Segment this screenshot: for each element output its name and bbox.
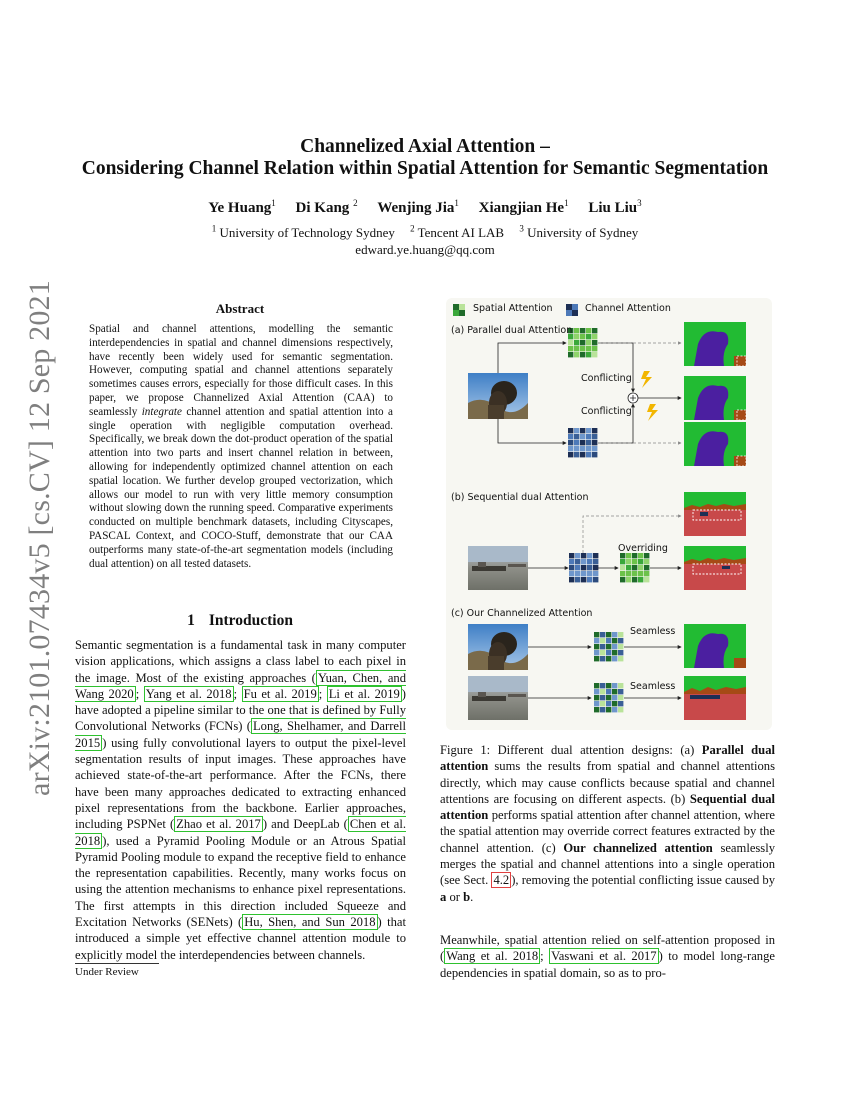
attention-cell [575,553,580,558]
attention-cell [569,559,574,564]
citation-link[interactable]: Yang et al. 2018 [145,686,232,701]
attention-cell [618,656,623,661]
attention-cell [569,577,574,582]
segmentation-output [684,322,746,366]
attention-cell [644,559,649,564]
attention-cell [600,650,605,655]
paper-title [60,136,790,180]
attention-cell [644,565,649,570]
channel-legend-icon [566,304,578,316]
introduction-text: Semantic segmentation is a fundamental task in many computer vision applications, which assigns a class label to each pixel in the image. Most of the existing approaches ( Yuan, Chen, and Wang 2020 ; Yang et al. 2018 ; Fu et al. 2019 ; Li et al. 2019 ) have adopted a pipeline similar to the one that is defined by Fully Convolutional Networks (FCNs) ( Long, Shelhamer, and Darrell 2015 ) using fully convolutional layers to output the pixel-level segmentation results of input images. These approaches have achieved state-of-the-art performance. After the FCNs, there have been many approaches dedicated to extracting enhanced pixel representations from the backbone. Earlier approaches, including PSPNet ( Zhao et al. 2017 ) and DeepLab ( Chen et al. 2018 ), used a Pyramid Pooling Module or an Atrous Spatial Pyramid Pooling module to expand the receptive field to enhance the representation capabilities. Recently, many works focus on using the attention mechanisms to enhance pixel representations. The first attempts in this direction included Squeeze and Excitation Networks (SENets) ( Hu, Shen, and Sun 2018 ) that introduced a simple yet effective channel attention module to explicitly model the interdependencies between channels. [75,638,407,962]
channel-attention-grid [569,553,598,582]
attention-cell [568,440,573,445]
author-email: edward.ye.huang@qq.com [355,242,495,258]
author: Liu Liu$^3$ [588,198,642,216]
attention-cell [644,577,649,582]
attention-cell [574,334,579,339]
attention-cell [587,577,592,582]
attention-cell [580,452,585,457]
attention-cell [600,701,605,706]
attention-cell [587,565,592,570]
attention-cell [618,701,623,706]
attention-cell [606,644,611,649]
attention-cell [594,650,599,655]
attention-cell [592,452,597,457]
title-line-1: Channelized Axial Attention – [300,136,550,157]
attention-cell [594,695,599,700]
attention-cell [612,638,617,643]
author: Xiangjian He$^1$ [478,198,569,216]
attention-cell [568,452,573,457]
citation-link[interactable]: Zhao et al. 2017 [176,817,261,832]
attention-cell [594,632,599,637]
attention-cell [612,644,617,649]
attention-cell [618,707,623,712]
attention-cell [575,571,580,576]
attention-cell [574,434,579,439]
attention-cell [592,328,597,333]
attention-cell [594,656,599,661]
segmentation-output [684,624,746,668]
attention-cell [586,340,591,345]
figure-caption: Figure 1: Different dual attention designs: (a) Parallel dual attention sums the results from spatial and channel attentions directly, which may cause conflicts because spatial and channel attentions are focusing on different aspects. (b) Sequential dual attention performs spatial attention after channel attention, where the spatial attention may override correct features extracted by the channel attention. (c) Our channelized attention seamlessly merges the spatial and channel attentions into a single operation (see Sect. 4.2 ), removing the potential conflicting issue caused by a or b. [440,743,776,904]
attention-cell [581,553,586,558]
attention-cell [593,565,598,570]
attention-cell [580,340,585,345]
seamless-label: Seamless [630,681,676,692]
attention-cell [606,701,611,706]
channelized-attention-grid [594,632,623,661]
attention-cell [574,346,579,351]
attention-cell [587,559,592,564]
section-ref-link[interactable]: 4.2 [493,873,510,888]
panel-label-b: (b) Sequential dual Attention [451,492,589,503]
attention-cell [620,565,625,570]
arxiv-side-stamp [15,280,65,796]
author: Di Kang $^2$ [295,198,358,216]
attention-cell [612,683,617,688]
attention-cell [592,434,597,439]
attention-cell [618,695,623,700]
attention-cell [606,638,611,643]
attention-cell [580,334,585,339]
segmentation-output [684,422,746,466]
attention-cell [580,352,585,357]
body-text-right: Meanwhile, spatial attention relied on self-attention proposed in ( Wang et al. 2018 ; Vaswani et al. 2017 ) to model long-range dependencies in spatial domain, so as to pro- [440,933,775,980]
attention-cell [618,683,623,688]
attention-cell [638,577,643,582]
attention-cell [632,577,637,582]
channel-attention-grid [568,428,597,457]
attention-cell [612,650,617,655]
citation-link[interactable]: Chen et al. 2018 [75,817,406,848]
attention-cell [586,452,591,457]
attention-cell [569,553,574,558]
attention-cell [574,340,579,345]
attention-cell [620,559,625,564]
legend-channel-label: Channel Attention [585,303,671,314]
attention-cell [574,328,579,333]
attention-cell [606,683,611,688]
conflicting-label: Conflicting [581,406,632,417]
attention-cell [612,695,617,700]
citation-link[interactable]: Yuan, Chen, and Wang 2020 [75,670,407,701]
affiliation: $^1$ University of Technology Sydney [211,224,395,241]
attention-cell [580,346,585,351]
attention-cell [606,650,611,655]
attention-cell [618,644,623,649]
footnote-divider [75,963,159,964]
citation-link[interactable]: Long, Shelhamer, and Darrell 2015 [75,719,406,750]
attention-cell [592,446,597,451]
channelized-attention-grid [594,683,623,712]
attention-cell [586,334,591,339]
attention-cell [580,428,585,433]
spatial-attention-grid [620,553,649,582]
seamless-label: Seamless [630,626,676,637]
citation-link[interactable]: Li et al. 2019 [328,686,400,701]
attention-cell [574,452,579,457]
attention-cell [626,559,631,564]
attention-cell [644,571,649,576]
attention-cell [592,346,597,351]
attention-cell [586,446,591,451]
input-image-boat [468,546,528,590]
attention-cell [594,701,599,706]
attention-cell [594,683,599,688]
citation-link[interactable]: Hu, Shen, and Sun 2018 [244,915,376,930]
input-image-boat [468,676,528,720]
attention-cell [600,638,605,643]
attention-cell [574,446,579,451]
attention-cell [606,695,611,700]
attention-cell [586,428,591,433]
citation-link[interactable]: Fu et al. 2019 [243,686,317,701]
attention-cell [586,440,591,445]
attention-cell [569,565,574,570]
attention-cell [574,428,579,433]
attention-cell [600,656,605,661]
attention-cell [632,559,637,564]
attention-cell [620,571,625,576]
attention-cell [600,689,605,694]
title-line-2: Considering Channel Relation within Spatial Attention for Semantic Segmentation [81,158,769,179]
attention-cell [626,565,631,570]
section-heading-introduction: 1 Introduction [187,612,293,629]
segmentation-output [684,676,746,720]
attention-cell [568,340,573,345]
attention-cell [580,434,585,439]
attention-cell [594,644,599,649]
attention-cell [626,571,631,576]
attention-cell [620,577,625,582]
attention-cell [632,565,637,570]
attention-cell [612,632,617,637]
attention-cell [581,571,586,576]
lightning-icon [641,371,652,388]
attention-cell [612,701,617,706]
attention-cell [618,650,623,655]
attention-cell [592,352,597,357]
attention-cell [626,577,631,582]
attention-cell [593,559,598,564]
attention-cell [586,352,591,357]
attention-cell [587,571,592,576]
attention-cell [581,565,586,570]
attention-cell [600,644,605,649]
attention-cell [568,446,573,451]
attention-cell [600,695,605,700]
attention-cell [606,632,611,637]
attention-cell [575,559,580,564]
overriding-label: Overriding [618,543,668,554]
attention-cell [612,707,617,712]
attention-cell [638,559,643,564]
attention-cell [592,340,597,345]
attention-cell [581,577,586,582]
attention-cell [618,638,623,643]
attention-cell [592,334,597,339]
conflicting-label: Conflicting [581,373,632,384]
attention-cell [586,328,591,333]
author-list [60,198,790,217]
footnote: Under Review [75,966,139,978]
spatial-attention-grid [568,328,597,357]
input-image-dog [468,624,528,670]
attention-cell [618,689,623,694]
attention-cell [594,689,599,694]
attention-cell [568,428,573,433]
affiliations [60,221,790,258]
legend-spatial-label: Spatial Attention [473,303,553,314]
attention-cell [593,553,598,558]
attention-cell [632,571,637,576]
attention-cell [638,571,643,576]
attention-cell [587,553,592,558]
citation-link[interactable]: Vaswani et al. 2017 [551,949,657,964]
attention-cell [574,352,579,357]
lightning-icon [647,404,658,421]
attention-cell [580,440,585,445]
affiliation: $^2$ Tencent AI LAB [410,224,505,241]
attention-cell [575,577,580,582]
attention-cell [618,632,623,637]
attention-cell [612,656,617,661]
figure-1 [446,298,772,730]
attention-cell [586,346,591,351]
attention-cell [592,440,597,445]
attention-cell [606,656,611,661]
attention-cell [612,689,617,694]
figure-diagram [446,298,772,730]
affiliation: $^3$ University of Sydney [519,224,639,241]
abstract-heading: Abstract [215,301,265,316]
input-image-dog [468,373,528,419]
attention-cell [600,683,605,688]
attention-cell [600,632,605,637]
author: Wenjing Jia$^1$ [377,198,459,216]
attention-cell [594,707,599,712]
segmentation-output [684,376,746,420]
attention-cell [581,559,586,564]
attention-cell [568,352,573,357]
attention-cell [580,328,585,333]
attention-cell [606,707,611,712]
attention-cell [592,428,597,433]
attention-cell [575,565,580,570]
attention-cell [606,689,611,694]
attention-cell [593,571,598,576]
attention-cell [574,440,579,445]
spatial-legend-icon [453,304,465,316]
abstract-text: Spatial and channel attentions, modelling the semantic interdependencies in spatial and channel dimensions respectively, have recently been widely used for semantic segmentation. However, computing spatial and channel attentions separately sometimes causes errors, especially for those difficult cases. In this paper, we propose Channelized Axial Attention (CAA) to seamlessly integrate channel attention and spatial attention into a single operation with negligible computation overhead. Specifically, we break down the dot-product operation of the spatial attention into two parts and insert channel relation in between, allowing for independently optimized channel attention on each spatial location. We further develop grouped vectorization, which allows our model to run with very little memory consumption without slowing down the running speed. Comparative experiments conducted on multiple benchmark datasets, including Cityscapes, PASCAL Context, and COCO-Stuff, demonstrate that our CAA outperforms many state-of-the-art segmentation models (including dual attention) on all tested datasets. [89,323,393,570]
attention-cell [569,571,574,576]
attention-cell [593,577,598,582]
attention-cell [594,638,599,643]
attention-cell [568,434,573,439]
citation-link[interactable]: Wang et al. 2018 [446,949,539,964]
author: Ye Huang$^1$ [208,198,276,216]
attention-cell [600,707,605,712]
panel-label-a: (a) Parallel dual Attention [451,325,573,336]
panel-label-c: (c) Our Channelized Attention [451,608,593,619]
attention-cell [580,446,585,451]
arxiv-id-text: arXiv:2101.07434v5 [cs.CV] 12 Sep 2021 [23,280,56,796]
attention-cell [638,565,643,570]
attention-cell [586,434,591,439]
attention-cell [568,346,573,351]
